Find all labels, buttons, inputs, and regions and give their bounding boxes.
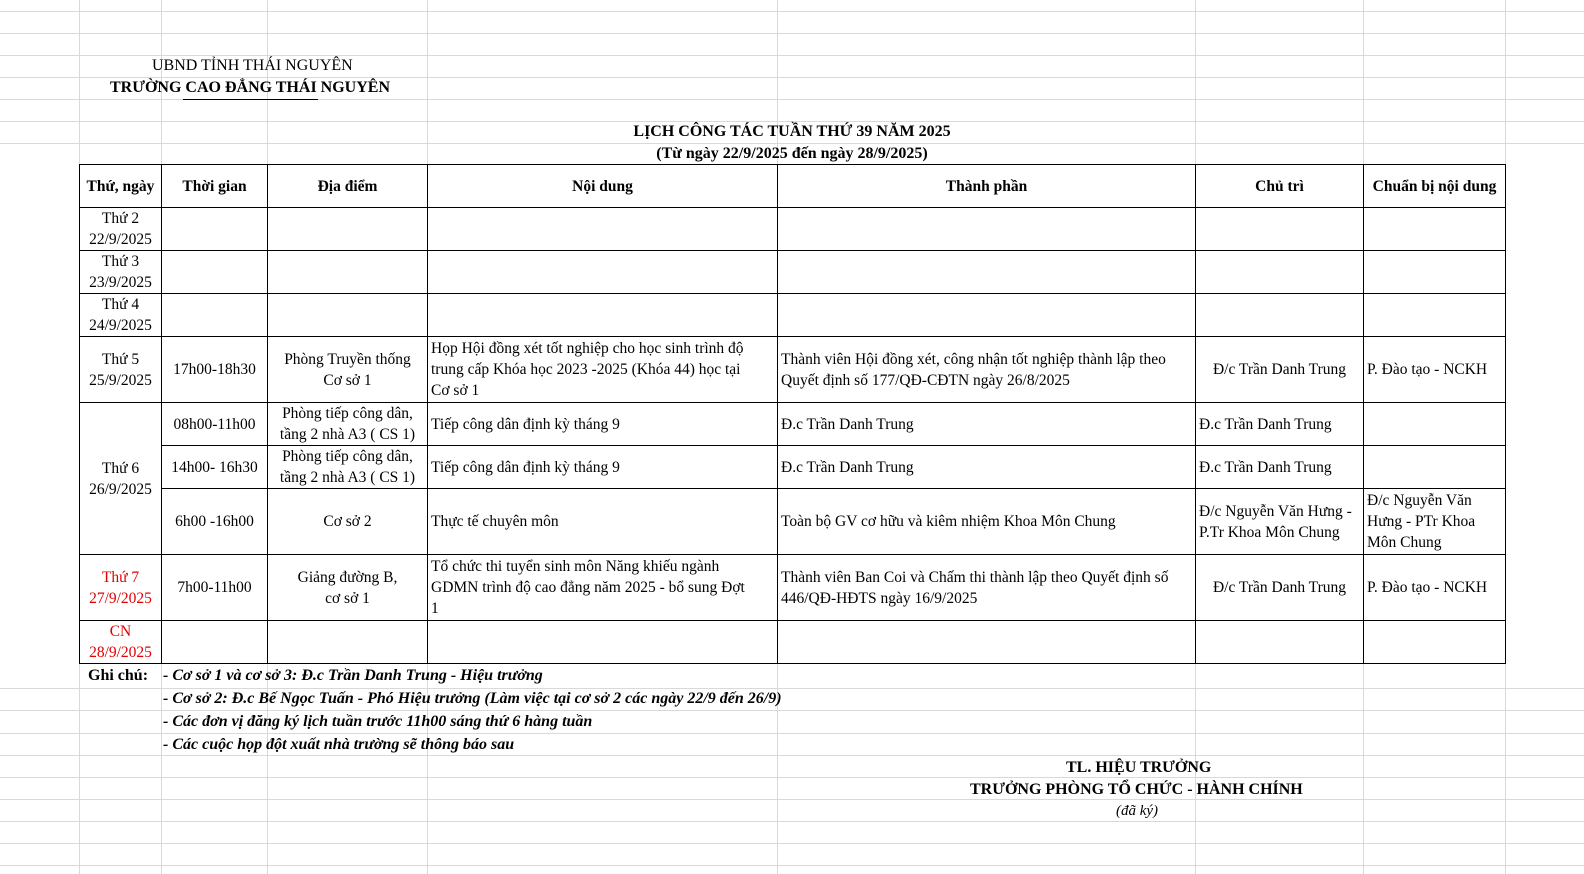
day-cell: Thứ 6 26/9/2025	[80, 403, 162, 555]
signature-status: (đã ký)	[1116, 803, 1159, 819]
chair-cell: Đ/c Nguyễn Văn Hưng - P.Tr Khoa Môn Chung	[1196, 489, 1364, 555]
table-row	[80, 555, 1506, 621]
chair-cell: Đ.c Trần Danh Trung	[1196, 403, 1364, 446]
org-school-name: TRƯỜNG CAO ĐẲNG THÁI NGUYÊN	[110, 79, 391, 96]
table-row	[80, 446, 1506, 489]
page-title: LỊCH CÔNG TÁC TUẦN THỨ 39 NĂM 2025	[633, 123, 951, 140]
note-item: - Các đơn vị đăng ký lịch tuần trước 11h00 sáng thứ 6 hàng tuần	[163, 713, 593, 730]
day-cell: Thứ 2 22/9/2025	[80, 208, 162, 251]
column-header: Thời gian	[162, 165, 268, 208]
table-row	[80, 294, 1506, 337]
table-row	[80, 251, 1506, 294]
table-header-row	[80, 165, 1506, 208]
day-cell: Thứ 4 24/9/2025	[80, 294, 162, 337]
time-cell: 6h00 -16h00	[162, 489, 268, 555]
signature-position: TRƯỞNG PHÒNG TỔ CHỨC - HÀNH CHÍNH	[970, 781, 1303, 798]
members-cell: Thành viên Ban Coi và Chấm thi thành lập theo Quyết định số 446/QĐ-HĐTS ngày 16/9/2025	[778, 555, 1196, 621]
place-cell: Phòng tiếp công dân, tầng 2 nhà A3 ( CS 1)	[268, 446, 428, 489]
members-cell: Toàn bộ GV cơ hữu và kiêm nhiệm Khoa Môn Chung	[778, 489, 1196, 555]
content-cell: Thực tế chuyên môn	[428, 489, 778, 555]
members-cell: Đ.c Trần Danh Trung	[778, 403, 1196, 446]
content-cell: Tiếp công dân định kỳ tháng 9	[428, 446, 778, 489]
chair-cell: Đ/c Trần Danh Trung	[1196, 555, 1364, 621]
members-cell: Đ.c Trần Danh Trung	[778, 446, 1196, 489]
members-cell: Thành viên Hội đồng xét, công nhận tốt nghiệp thành lập theo Quyết định số 177/QĐ-CĐTN ngày 26/8/2025	[778, 337, 1196, 403]
place-cell: Phòng Truyền thống Cơ sở 1	[268, 337, 428, 403]
note-item: - Các cuộc họp đột xuất nhà trường sẽ thông báo sau	[163, 736, 515, 753]
table-row	[80, 337, 1506, 403]
place-cell: Giảng đường B, cơ sở 1	[268, 555, 428, 621]
day-cell: CN 28/9/2025	[80, 621, 162, 664]
chair-cell: Đ/c Trần Danh Trung	[1196, 337, 1364, 403]
column-header: Địa điểm	[268, 165, 428, 208]
content-cell: Họp Hội đồng xét tốt nghiệp cho học sinh trình độ trung cấp Khóa học 2023 -2025 (Khóa 44) học tại Cơ sở 1	[428, 337, 778, 403]
column-header: Thứ, ngày	[80, 165, 162, 208]
time-cell: 7h00-11h00	[162, 555, 268, 621]
day-cell: Thứ 3 23/9/2025	[80, 251, 162, 294]
content-cell: Tổ chức thi tuyển sinh môn Năng khiếu ngành GDMN trình độ cao đẳng năm 2025 - bổ sung Đợt 1	[428, 555, 778, 621]
table-row	[80, 208, 1506, 251]
prep-cell: P. Đào tạo - NCKH	[1364, 337, 1506, 403]
time-cell: 14h00- 16h30	[162, 446, 268, 489]
time-cell: 17h00-18h30	[162, 337, 268, 403]
table-row	[80, 621, 1506, 664]
table-row	[80, 489, 1506, 555]
column-header: Nội dung	[428, 165, 778, 208]
column-header: Chuẩn bị nội dung	[1364, 165, 1506, 208]
page-subtitle: (Từ ngày 22/9/2025 đến ngày 28/9/2025)	[656, 145, 928, 162]
prep-cell: Đ/c Nguyễn Văn Hưng - PTr Khoa Môn Chung	[1364, 489, 1506, 555]
table-row	[80, 403, 1506, 446]
note-item: - Cơ sở 2: Đ.c Bế Ngọc Tuấn - Phó Hiệu trưởng (Làm việc tại cơ sở 2 các ngày 22/9 đến 26/9)	[163, 690, 782, 707]
prep-cell: P. Đào tạo - NCKH	[1364, 555, 1506, 621]
schedule-table	[79, 164, 1506, 664]
notes-label: Ghi chú:	[88, 667, 149, 684]
note-item: - Cơ sở 1 và cơ sở 3: Đ.c Trần Danh Trung - Hiệu trưởng	[163, 667, 543, 684]
prep-cell	[1364, 403, 1506, 446]
prep-cell	[1364, 446, 1506, 489]
column-header: Chủ trì	[1196, 165, 1364, 208]
org-parent-name: UBND TỈNH THÁI NGUYÊN	[152, 57, 353, 74]
place-cell: Cơ sở 2	[268, 489, 428, 555]
day-cell: Thứ 5 25/9/2025	[80, 337, 162, 403]
time-cell: 08h00-11h00	[162, 403, 268, 446]
chair-cell: Đ.c Trần Danh Trung	[1196, 446, 1364, 489]
content-cell: Tiếp công dân định kỳ tháng 9	[428, 403, 778, 446]
place-cell: Phòng tiếp công dân, tầng 2 nhà A3 ( CS 1)	[268, 403, 428, 446]
day-cell: Thứ 7 27/9/2025	[80, 555, 162, 621]
signature-title: TL. HIỆU TRƯỞNG	[1066, 759, 1212, 776]
column-header: Thành phần	[778, 165, 1196, 208]
header-underline	[183, 99, 318, 100]
